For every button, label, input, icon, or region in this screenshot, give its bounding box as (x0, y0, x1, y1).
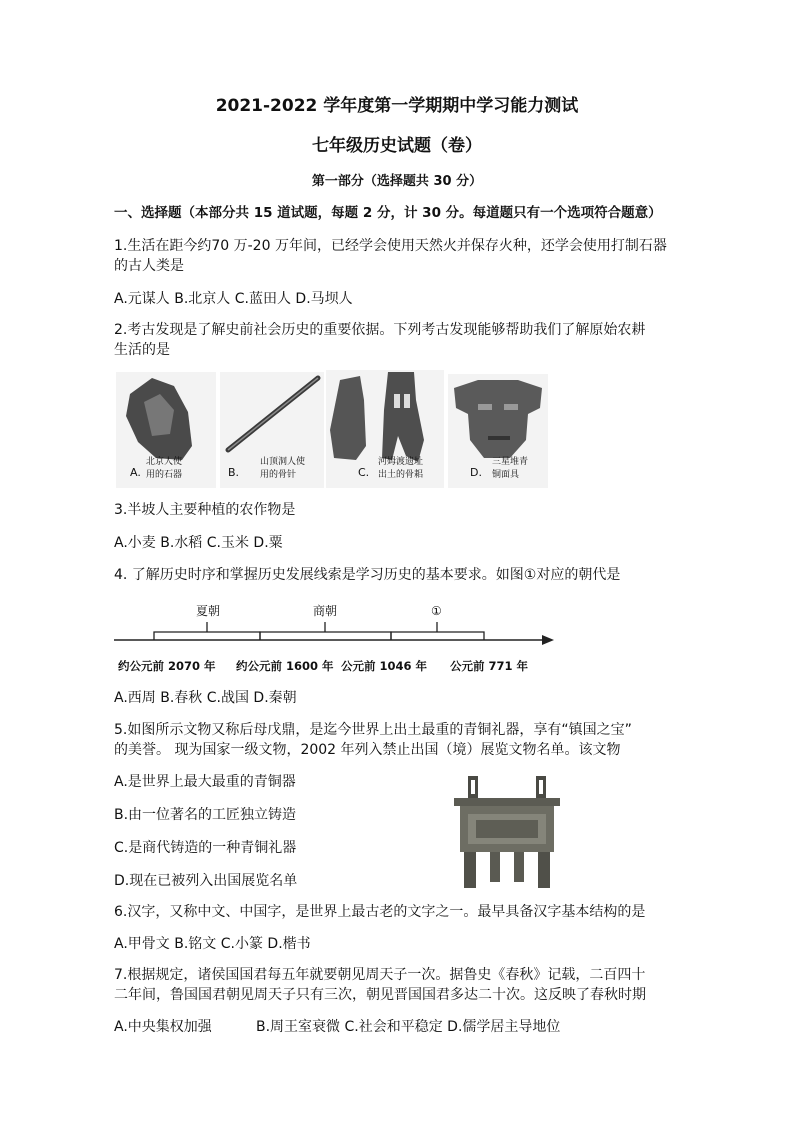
section-heading: 一、选择题（本部分共 15 道试题，每题 2 分，计 30 分。每道题只有一个选项符合题意） (114, 205, 662, 221)
figure-caption-a-1: 北京人使 (146, 457, 183, 467)
figure-caption-a-2: 用的石器 (146, 470, 183, 480)
part-heading: 第一部分（选择题共 30 分） (311, 174, 483, 189)
question-7-line-1: 7.根据规定，诸侯国国君每五年就要朝见周天子一次。据鲁史《春秋》记载，二百四十 (114, 967, 646, 983)
figure-letter-b: B. (228, 466, 240, 479)
question-5-choice-b: B.由一位著名的工匠独立铸造 (114, 807, 297, 823)
timeline-date-4: 公元前 771 年 (450, 659, 529, 673)
exam-title: 2021-2022 学年度第一学期期中学习能力测试 (215, 96, 579, 116)
timeline-period-blank: ① (431, 604, 442, 618)
question-3-options: A.小麦 B.水稻 C.玉米 D.粟 (114, 535, 283, 551)
timeline-period-xia: 夏朝 (196, 604, 221, 618)
figure-caption-b-1: 山顶洞人使 (260, 457, 306, 467)
question-2-line-1: 2.考古发现是了解史前社会历史的重要依据。下列考古发现能够帮助我们了解原始农耕 (114, 322, 646, 338)
exam-subtitle: 七年级历史试题（卷） (312, 136, 482, 156)
figure-letter-c: C. (358, 466, 370, 479)
question-5-choice-c: C.是商代铸造的一种青铜礼器 (114, 840, 297, 856)
question-3-line-1: 3.半坡人主要种植的农作物是 (114, 502, 296, 518)
figure-caption-d-2: 铜面具 (492, 470, 520, 480)
figure-caption-b-2: 用的骨针 (260, 470, 297, 480)
timeline-date-2: 约公元前 1600 年 (236, 659, 334, 673)
figure-caption-c-2: 出土的骨耜 (378, 470, 424, 480)
timeline-date-1: 约公元前 2070 年 (118, 659, 216, 673)
question-5-choice-d: D.现在已被列入出国展览名单 (114, 873, 298, 889)
question-2-line-2: 生活的是 (114, 342, 170, 358)
timeline-date-3: 公元前 1046 年 (341, 659, 428, 673)
question-5-choice-a: A.是世界上最大最重的青铜器 (114, 774, 296, 790)
question-7-options-rest: B.周王室衰微 C.社会和平稳定 D.儒学居主导地位 (256, 1019, 561, 1035)
question-1-line-1: 1.生活在距今约70 万-20 万年间，已经学会使用天然火并保存火种，还学会使用打制石器 (114, 238, 667, 254)
ding-vessel-icon (450, 772, 564, 892)
question-5-line-2: 的美誉。 现为国家一级文物，2002 年列入禁止出国（境）展览文物名单。该文物 (114, 742, 621, 758)
question-1-options: A.元谋人 B.北京人 C.蓝田人 D.马坝人 (114, 291, 353, 307)
question-1-line-2: 的古人类是 (114, 258, 184, 274)
question-6-options: A.甲骨文 B.铭文 C.小篆 D.楷书 (114, 936, 311, 952)
question-7-option-a: A.中央集权加强 (114, 1019, 212, 1035)
question-7-line-2: 二年间，鲁国国君朝见周天子只有三次，朝见晋国国君多达二十次。这反映了春秋时期 (114, 987, 646, 1003)
question-5-line-1: 5.如图所示文物又称后母戊鼎，是迄今世界上出土最重的青铜礼器，享有“镇国之宝” (114, 722, 632, 738)
figure-caption-c-1: 河姆渡遗址 (378, 457, 424, 467)
question-4-options: A.西周 B.春秋 C.战国 D.秦朝 (114, 690, 297, 706)
figure-caption-d-1: 三星堆青 (492, 457, 529, 467)
question-6-line-1: 6.汉字，又称中文、中国字，是世界上最古老的文字之一。最早具备汉字基本结构的是 (114, 904, 646, 920)
figure-letter-d: D. (470, 466, 482, 479)
question-4-line-1: 4. 了解历史时序和掌握历史发展线索是学习历史的基本要求。如图①对应的朝代是 (114, 567, 621, 583)
timeline-period-shang: 商朝 (313, 604, 338, 618)
figure-letter-a: A. (130, 466, 141, 479)
